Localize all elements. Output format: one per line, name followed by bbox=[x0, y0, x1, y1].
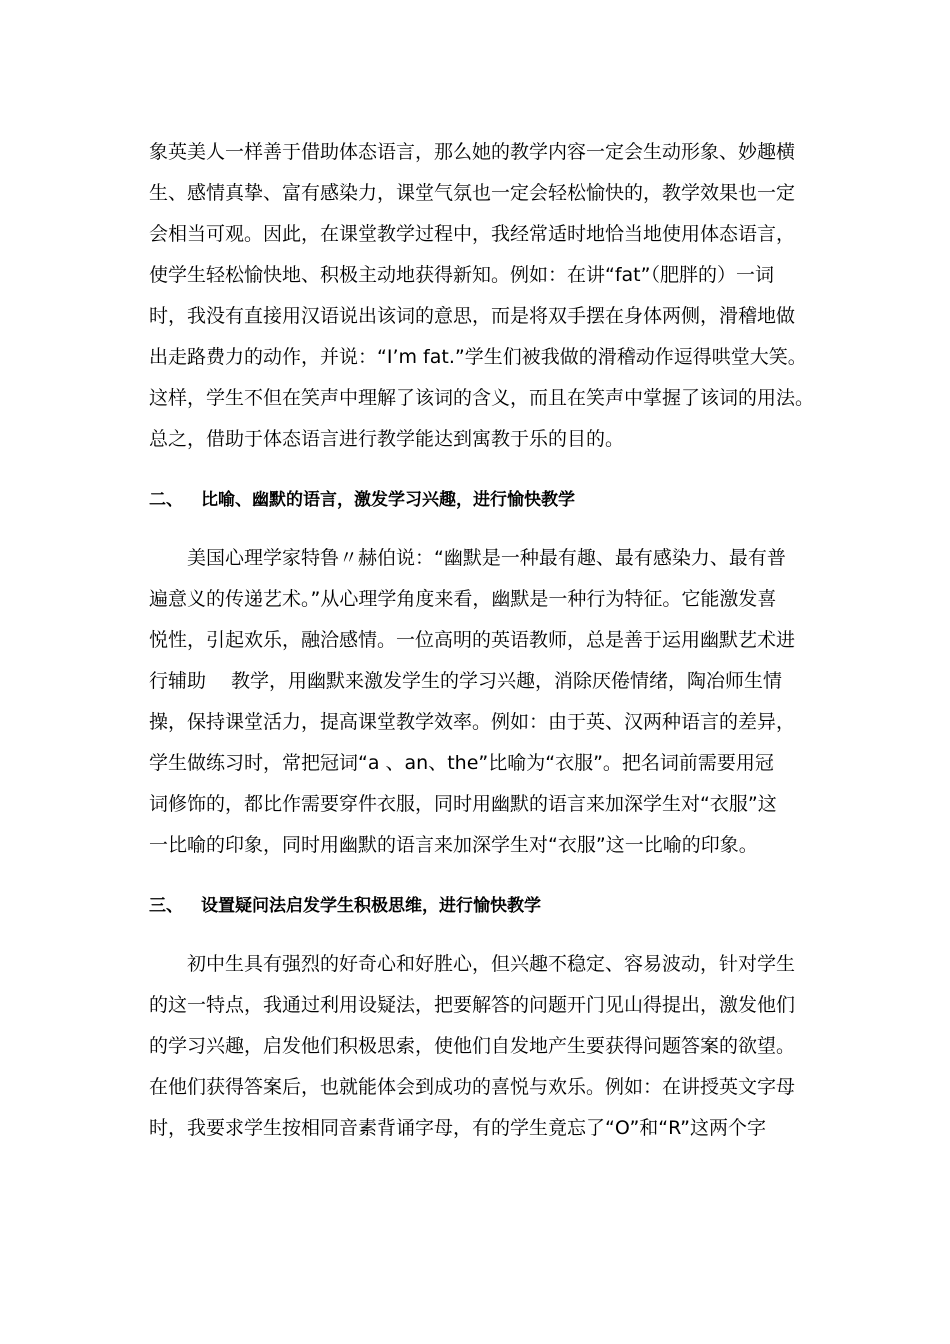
paragraph-line: 的学习兴趣，启发他们积极思索，使他们自发地产生要获得问题答案的欲望。 bbox=[149, 1035, 796, 1057]
paragraph-line: 遍意义的传递艺术。”从心理学角度来看，幽默是一种行为特征。它能激发喜 bbox=[149, 588, 777, 610]
paragraph-line: 的这一特点，我通过利用设疑法，把要解答的问题开门见山得提出，激发他们 bbox=[149, 994, 796, 1016]
paragraph-line: 词修饰的，都比作需要穿件衣服，同时用幽默的语言来加深学生对“衣服”这 bbox=[149, 793, 777, 815]
paragraph-line: 会相当可观。因此，在课堂教学过程中，我经常适时地恰当地使用体态语言， bbox=[149, 223, 796, 245]
section-number: 二、 bbox=[149, 490, 183, 510]
paragraph-line: 行辅助 教学，用幽默来激发学生的学习兴趣，消除厌倦情绪，陶冶师生情 bbox=[149, 670, 783, 692]
paragraph-line: 出走路费力的动作，并说：“I’m fat.”学生们被我做的滑稽动作逗得哄堂大笑。 bbox=[149, 346, 807, 368]
paragraph-line: 象英美人一样善于借助体态语言，那么她的教学内容一定会生动形象、妙趣横 bbox=[149, 141, 796, 163]
paragraph-line: 时，我没有直接用汉语说出该词的意思，而是将双手摆在身体两侧，滑稽地做 bbox=[149, 305, 796, 327]
paragraph-line: 美国心理学家特鲁〃赫伯说：“幽默是一种最有趣、最有感染力、最有普 bbox=[187, 547, 786, 569]
paragraph-line: 生、感情真挚、富有感染力，课堂气氛也一定会轻松愉快的，教学效果也一定 bbox=[149, 182, 796, 204]
paragraph-line: 使学生轻松愉快地、积极主动地获得新知。例如：在讲“fat”（肥胖的）一词 bbox=[149, 264, 774, 286]
paragraph-line: 这样，学生不但在笑声中理解了该词的含义，而且在笑声中掌握了该词的用法。 bbox=[149, 387, 815, 409]
paragraph-line: 操，保持课堂活力，提高课堂教学效率。例如：由于英、汉两种语言的差异， bbox=[149, 711, 796, 733]
section-heading-2 bbox=[149, 488, 575, 512]
paragraph-line: 总之，借助于体态语言进行教学能达到寓教于乐的目的。 bbox=[149, 428, 625, 450]
paragraph-line: 在他们获得答案后，也就能体会到成功的喜悦与欢乐。例如：在讲授英文字母 bbox=[149, 1076, 796, 1098]
section-heading-3 bbox=[149, 894, 541, 918]
paragraph-line: 时，我要求学生按相同音素背诵字母，有的学生竟忘了“O”和“R”这两个字 bbox=[149, 1117, 766, 1139]
paragraph-line: 悦性，引起欢乐，融洽感情。一位高明的英语教师，总是善于运用幽默艺术进 bbox=[149, 629, 796, 651]
paragraph-line: 学生做练习时，常把冠词“a 、an、the”比喻为“衣服”。把名词前需要用冠 bbox=[149, 752, 774, 774]
section-title: 设置疑问法启发学生积极思维，进行愉快教学 bbox=[201, 896, 541, 916]
section-number: 三、 bbox=[149, 896, 183, 916]
section-title: 比喻、幽默的语言，激发学习兴趣，进行愉快教学 bbox=[201, 490, 575, 510]
paragraph-line: 初中生具有强烈的好奇心和好胜心，但兴趣不稳定、容易波动，针对学生 bbox=[187, 953, 796, 975]
paragraph-line: 一比喻的印象，同时用幽默的语言来加深学生对“衣服”这一比喻的印象。 bbox=[149, 834, 758, 856]
